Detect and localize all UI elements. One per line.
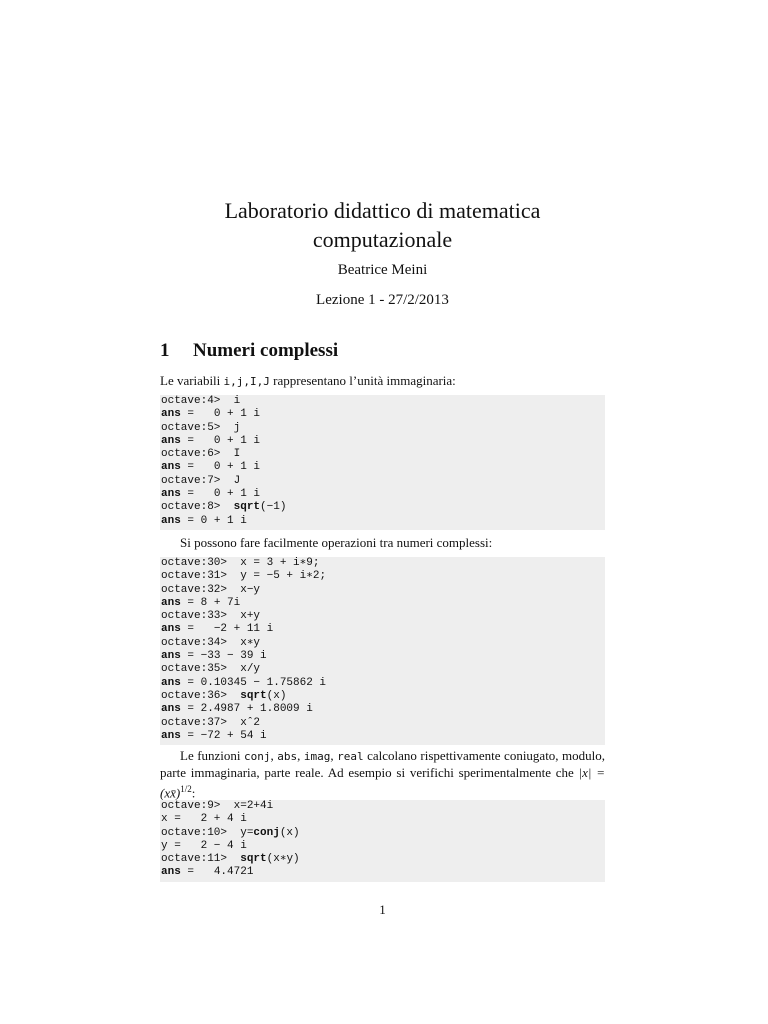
code-line (161, 422, 605, 435)
page-number: 1 (379, 902, 386, 917)
code-line (161, 663, 605, 676)
functions-sep-2: , (297, 748, 304, 763)
code-text: (−1) (260, 501, 287, 514)
code-line (161, 570, 605, 583)
code-line (161, 677, 605, 690)
code-block-1 (160, 395, 605, 530)
code-text: = 8 + 7i (180, 596, 241, 609)
code-text: octave:4> i (161, 395, 241, 407)
code-text: = 0 + 1 i (180, 514, 247, 527)
code-line (161, 623, 605, 636)
code-text: octave:36> (161, 689, 241, 702)
section-heading (160, 340, 338, 362)
code-text: = 0.10345 − 1.75862 i (180, 676, 327, 689)
code-text: octave:7> J (161, 474, 241, 487)
code-line (161, 488, 605, 501)
code-text: octave:11> (161, 853, 241, 866)
intro-text-after: rappresentano l’unità immaginaria: (269, 373, 456, 388)
code-keyword: ans (161, 434, 181, 447)
code-line (161, 730, 605, 743)
code-text: octave:9> x=2+4i (161, 800, 274, 812)
code-keyword: ans (161, 408, 181, 421)
code-line (161, 827, 605, 840)
paragraph-functions (160, 748, 605, 801)
code-text: (x) (279, 826, 300, 839)
formula: |x| = (xx̄) (160, 765, 605, 801)
code-text: = −72 + 54 i (180, 729, 267, 742)
code-text: octave:10> y= (161, 826, 254, 839)
code-keyword: sqrt (233, 501, 261, 514)
functions-sep-3: , (330, 748, 338, 763)
code-text: (x∗y) (266, 853, 300, 866)
code-line (161, 703, 605, 716)
func-real: real (337, 750, 364, 763)
code-text: = 0 + 1 i (180, 408, 261, 421)
code-text: octave:33> x+y (161, 610, 261, 623)
functions-text-1: Le funzioni (180, 748, 245, 763)
formula-exponent: 1/2 (180, 784, 192, 794)
code-keyword: ans (161, 596, 181, 609)
functions-sep-1: , (270, 748, 278, 763)
code-text: y = 2 − 4 i (161, 839, 247, 852)
code-block-2 (160, 557, 605, 745)
functions-end: : (191, 785, 196, 801)
code-keyword: ans (161, 866, 181, 879)
code-text: = 4.4721 (180, 866, 254, 879)
code-keyword: ans (161, 676, 181, 689)
functions-text-2: calcolano rispettivamente coniugato, modulo, parte immaginaria, parte reale. Ad esempio si verifichi sperimentalmente che (160, 748, 606, 780)
lesson-date: Lezione 1 - 27/2/2013 (316, 292, 449, 308)
intro-paragraph (160, 373, 605, 390)
code-keyword: ans (161, 514, 181, 527)
intro-vars: i,j,I,J (223, 375, 270, 388)
code-keyword: ans (161, 488, 181, 501)
code-line (161, 690, 605, 703)
code-text: octave:30> x = 3 + i∗9; (161, 557, 320, 569)
section-title: Numeri complessi (193, 340, 339, 361)
code-text: octave:8> (161, 501, 234, 514)
code-line (161, 557, 605, 570)
code-text: octave:32> x−y (161, 583, 261, 596)
code-line (161, 461, 605, 474)
code-line (161, 840, 605, 853)
code-text: octave:35> x/y (161, 663, 261, 676)
code-keyword: ans (161, 623, 181, 636)
code-text: octave:31> y = −5 + i∗2; (161, 570, 327, 583)
code-text: = 0 + 1 i (180, 461, 261, 474)
code-text: octave:6> I (161, 448, 241, 461)
author-name: Beatrice Meini (337, 262, 428, 278)
code-line (161, 813, 605, 826)
code-text: x = 2 + 4 i (161, 813, 247, 826)
code-keyword: ans (161, 729, 181, 742)
code-line (161, 717, 605, 730)
code-block-3 (160, 800, 605, 882)
code-line (161, 395, 605, 408)
code-line (161, 866, 605, 879)
func-abs: abs (277, 750, 298, 763)
code-line (161, 610, 605, 623)
code-line (161, 475, 605, 488)
code-line (161, 501, 605, 514)
code-text: = −33 − 39 i (180, 650, 267, 663)
title-line-1: Laboratorio didattico di matematica (224, 198, 541, 223)
code-line (161, 650, 605, 663)
code-text: (x) (266, 689, 287, 702)
code-line (161, 800, 605, 813)
title-line-2: computazionale (312, 227, 453, 252)
code-keyword: sqrt (240, 853, 267, 866)
code-line (161, 584, 605, 597)
code-keyword: ans (161, 650, 181, 663)
func-conj: conj (244, 750, 271, 763)
code-line (161, 448, 605, 461)
code-line (161, 435, 605, 448)
code-text: = 0 + 1 i (180, 488, 261, 501)
code-text: octave:37> xˆ2 (161, 716, 261, 729)
code-keyword: ans (161, 461, 181, 474)
func-imag: imag (303, 750, 331, 763)
code-text: octave:34> x∗y (161, 636, 261, 649)
paragraph-operations: Si possono fare facilmente operazioni tra numeri complessi: (180, 535, 493, 550)
code-line (161, 853, 605, 866)
document-title (160, 196, 605, 254)
code-keyword: conj (253, 826, 280, 839)
intro-text-before: Le variabili (160, 373, 224, 388)
code-text: = 2.4987 + 1.8009 i (180, 703, 313, 716)
code-line (161, 408, 605, 421)
section-number: 1 (160, 340, 170, 361)
code-keyword: ans (161, 703, 181, 716)
code-text: = −2 + 11 i (180, 623, 274, 636)
code-text: octave:5> j (161, 421, 241, 434)
code-line (161, 597, 605, 610)
code-line (161, 637, 605, 650)
code-line (161, 515, 605, 528)
code-keyword: sqrt (240, 689, 267, 702)
code-text: = 0 + 1 i (180, 434, 261, 447)
